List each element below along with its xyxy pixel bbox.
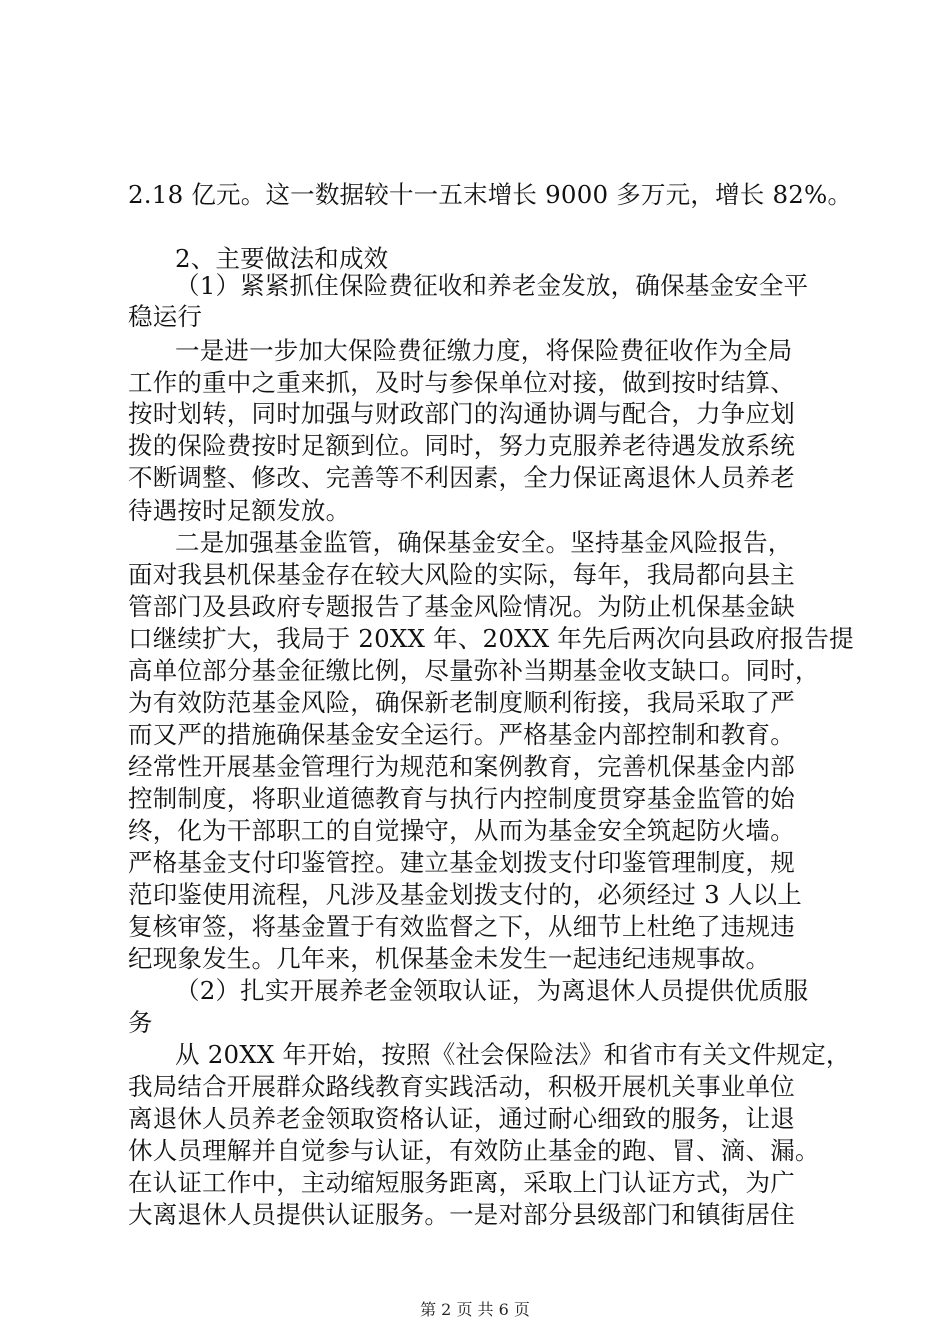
- subsection-heading: （2）扎实开展养老金领取认证，为离退休人员提供优质服: [175, 976, 809, 1005]
- paragraph-line: 休人员理解并自觉参与认证，有效防止基金的跑、冒、滴、漏。: [128, 1136, 820, 1165]
- paragraph-line: 在认证工作中，主动缩短服务距离，采取上门认证方式，为广: [128, 1168, 795, 1197]
- paragraph-line: 拨的保险费按时足额到位。同时，努力克服养老待遇发放系统: [128, 431, 795, 460]
- paragraph-line: 我局结合开展群众路线教育实践活动，积极开展机关事业单位: [128, 1072, 795, 1101]
- page-number-footer: 第 2 页 共 6 页: [420, 1300, 530, 1319]
- paragraph-line: 不断调整、修改、完善等不利因素，全力保证离退休人员养老: [128, 463, 795, 492]
- paragraph-line: 严格基金支付印鉴管控。建立基金划拨支付印鉴管理制度，规: [128, 848, 795, 877]
- subsection-heading-cont: 稳运行: [128, 302, 203, 331]
- paragraph-line: 经常性开展基金管理行为规范和案例教育，完善机保基金内部: [128, 752, 795, 781]
- paragraph-line: 面对我县机保基金存在较大风险的实际，每年，我局都向县主: [128, 560, 795, 589]
- paragraph-line: 为有效防范基金风险，确保新老制度顺利衔接，我局采取了严: [128, 688, 795, 717]
- paragraph-line: 口继续扩大，我局于 20XX 年、20XX 年先后两次向县政府报告提: [128, 624, 854, 653]
- section-heading: 2、主要做法和成效: [175, 244, 389, 273]
- paragraph-line: 管部门及县政府专题报告了基金风险情况。为防止机保基金缺: [128, 592, 795, 621]
- paragraph-line: 大离退休人员提供认证服务。一是对部分县级部门和镇街居住: [128, 1200, 795, 1229]
- subsection-heading: （1）紧紧抓住保险费征收和养老金发放，确保基金安全平: [175, 271, 809, 300]
- paragraph-line: 纪现象发生。几年来，机保基金未发生一起违纪违规事故。: [128, 944, 771, 973]
- paragraph-line: 一是进一步加大保险费征缴力度，将保险费征收作为全局: [175, 336, 793, 365]
- paragraph-line: 待遇按时足额发放。: [128, 496, 351, 525]
- paragraph-line: 离退休人员养老金领取资格认证，通过耐心细致的服务，让退: [128, 1104, 795, 1133]
- paragraph-line: 终，化为干部职工的自觉操守，从而为基金安全筑起防火墙。: [128, 816, 795, 845]
- paragraph-line: 高单位部分基金征缴比例，尽量弥补当期基金收支缺口。同时，: [128, 656, 820, 685]
- paragraph-line: 复核审签，将基金置于有效监督之下，从细节上杜绝了违规违: [128, 912, 795, 941]
- paragraph-line: 而又严的措施确保基金安全运行。严格基金内部控制和教育。: [128, 720, 795, 749]
- paragraph-line: 范印鉴使用流程，凡涉及基金划拨支付的，必须经过 3 人以上: [128, 880, 802, 909]
- paragraph-line: 按时划转，同时加强与财政部门的沟通协调与配合，力争应划: [128, 399, 795, 428]
- paragraph-line: 控制制度，将职业道德教育与执行内控制度贯穿基金监管的始: [128, 784, 795, 813]
- paragraph-line: 从 20XX 年开始，按照《社会保险法》和省市有关文件规定，: [175, 1040, 851, 1069]
- text-line: 2.18 亿元。这一数据较十一五末增长 9000 多万元，增长 82%。: [128, 180, 853, 209]
- paragraph-line: 二是加强基金监管，确保基金安全。坚持基金风险报告，: [175, 528, 793, 557]
- paragraph-line: 工作的重中之重来抓，及时与参保单位对接，做到按时结算、: [128, 368, 795, 397]
- subsection-heading-cont: 务: [128, 1008, 153, 1037]
